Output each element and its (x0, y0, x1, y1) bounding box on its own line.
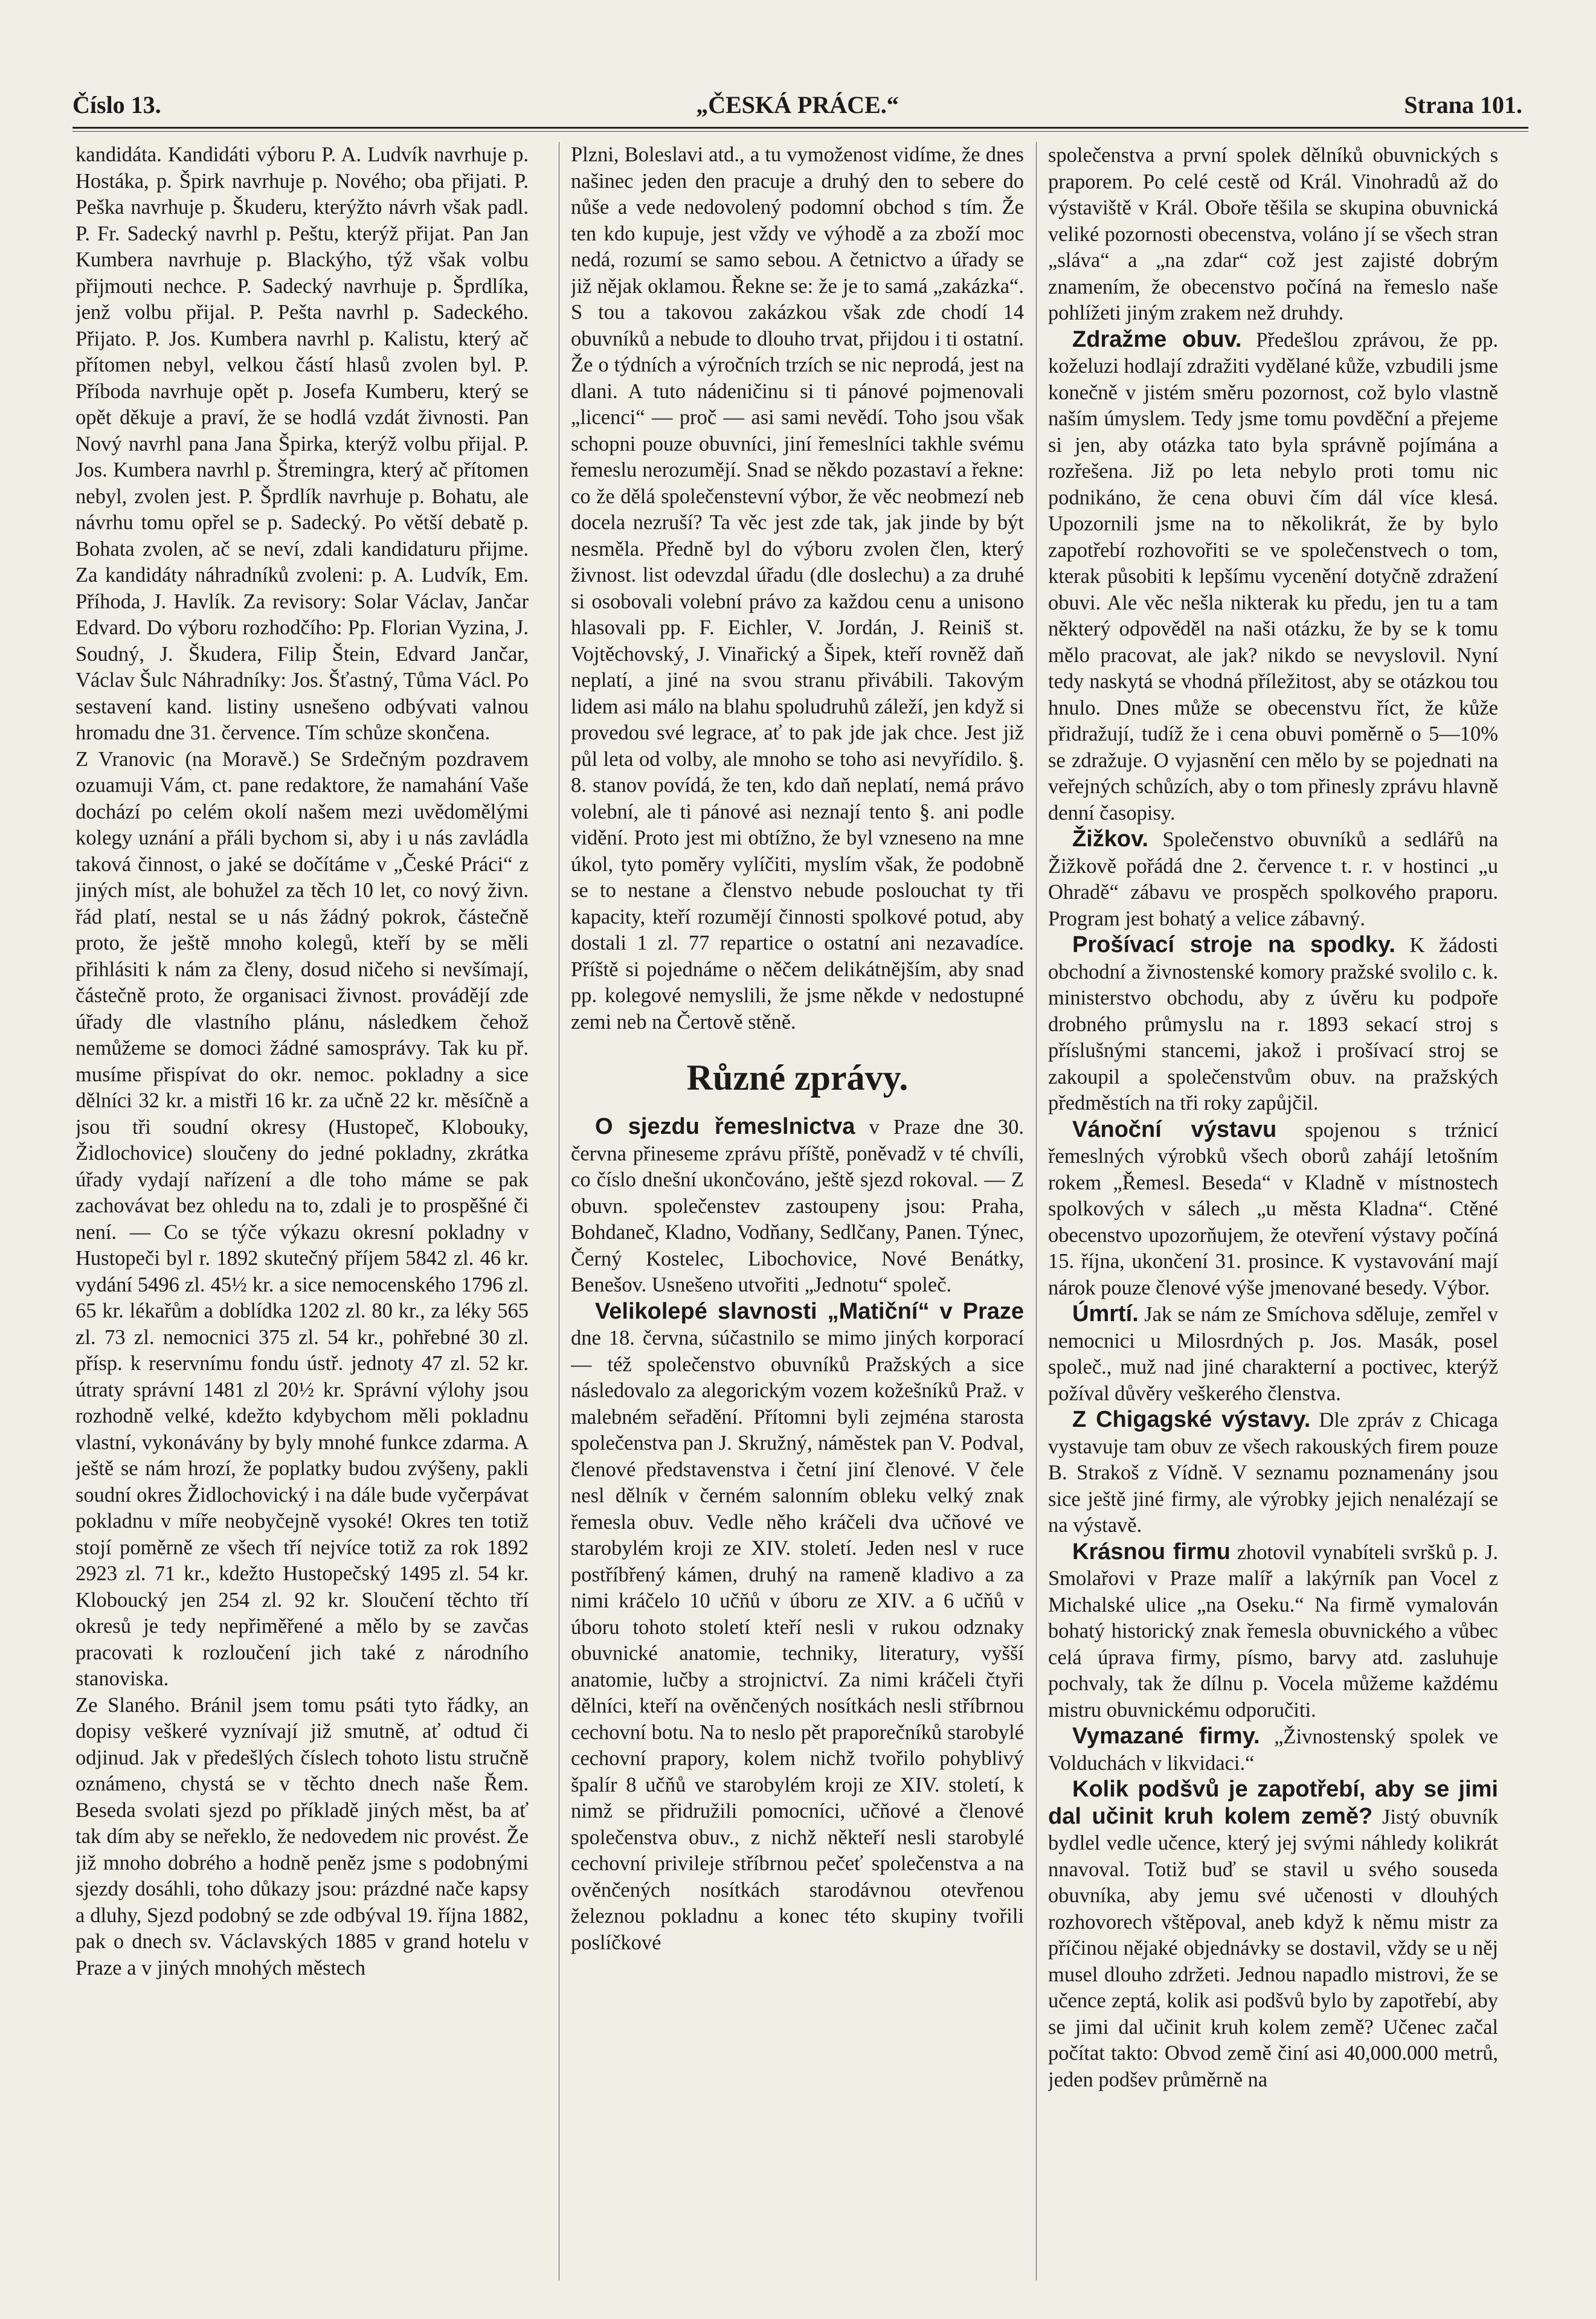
news-item-lead: Prošívací stroje na spodky. (1072, 932, 1395, 957)
news-item (1048, 932, 1498, 1117)
news-item-text: spojenou s trźnicí řemeslných výrobků všech oborů zahájí letošním rokem „Řemesl. Beseda“ v Kladně v místnostech spolkových v sálech „u města Kladna“. Ctěné obecenstvo upozorňujem, že otevření výstavy počíná 15. října, ukončení 31. prosince. K vystavování mají nárok pouze členové výše jmenované besedy. Výbor. (1048, 1118, 1498, 1299)
news-item (1048, 1539, 1498, 1724)
news-item-text: dne 18. června, súčastnilo se mimo jiných korporací — též společenstvo obuvníků Pražských a sice následovalo za alegorickým vozem kožešníků Praž. v malebném seřadění. Přítomni byli zejména starosta společenstva pan J. Skružný, náměstek pan V. Podval, členové představenstva i četní jiní členové. V čele nesl dělník v černém salonním obleku velký znak řemesla obuv. Vedle něho kráčeli dva učňové ve starobylém kroji ze XIV. století. Jeden nesl v ruce postříbřený kámen, druhý na rameně kladivo a za nimi kráčelo 10 učňů v úboru ze XIV. a 6 učňů v úboru tohoto století kteří nesli v rukou odznaky obuvnické anatomie, techniky, literatury, vyšší anatomie, lučby a strojnictví. Za nimi kráčeli čtyři dělníci, kteří na ověnčených nosítkách nesli stříbrnou cechovní botu. Na to neslo pět praporečníků starobylé cechovní prapory, kolem nichž tvořilo pohyblivý špalír 8 učňů ve starobylém kroji ze XIV. století, k nimž se přidružili pomocníci, učňové a členové společenstva obuv., z nichž někteří nesli starobylé cechovní privileje stříbrnou pečeť společenstva a na ověnčených nosítkách starodávnou otevřenou železnou pokladnu a konec této skupiny tvořili poslíčkové (571, 1327, 1024, 1954)
news-item (1048, 1723, 1498, 1777)
newspaper-title: „ČESKÁ PRÁCE.“ (696, 91, 899, 118)
news-item-text: Dle zpráv z Chicaga vystavuje tam obuv ze všech rakouských firem pouze B. Strakoš z Vídně. V seznamu poznamenány jsou sice ještě jiné firmy, ale výrobky jejich nenalézají se na výstavě. (1048, 1409, 1498, 1537)
news-item (1048, 142, 1498, 327)
news-item-lead: Vánoční výstavu (1072, 1116, 1277, 1142)
article-paragraph: Ze Slaného. Bránil jsem tomu psáti tyto řádky, an dopisy veškeré vyznívají již smutně, ať odtud či odjinud. Jak v předešlých číslech tohoto listu stručně oznámeno, chystá se v těchto dnech naše Řem. Beseda svolati sjezd po příkladě jiných měst, ba ať tak dím aby se neřeklo, že nedovedem nic provést. Že již mnoho dobrého a hodně peněz jsme s podobnými sjezdy dosáhli, toho důkazy jsou: prázdné nače kapsy a dluhy, Sjezd podobný se zde odbýval 19. října 1882, pak o dnech sv. Václavských 1885 v grand hotelu v Praze a v jiných mnohých městech (76, 1693, 529, 1980)
page-header (72, 85, 1522, 127)
news-item-text: zhotovil vynabíteli svršků p. J. Smolařovi v Praze malíř a lakýrník pan Vocel z Michalské ulice „na Oseku.“ Na firmě vymalován bohatý historický znak řemesla obuvnického a vůbec celá úprava firmy, písmo, barvy atd. zasluhuje pochvaly, tak že dílnu p. Vocela můžeme každému mistru obuvnickému odporučiti. (1048, 1540, 1498, 1722)
news-item (1048, 1117, 1498, 1302)
column-3 (1048, 142, 1498, 2292)
news-item-lead: Žižkov. (1072, 826, 1148, 852)
news-item (571, 1299, 1024, 1957)
news-item (1048, 327, 1498, 827)
news-item-lead: Velikolepé slavnosti „Matiční“ v Praze (595, 1298, 1024, 1324)
news-item-lead: Zdražme obuv. (1072, 326, 1242, 352)
article-paragraph: Plzni, Boleslavi atd., a tu vymoženost vidíme, že dnes našinec jeden den pracuje a druhý den to sebere do nůše a vede nedovolený podomní obchod s tím. Že ten kdo kupuje, jest vždy ve výhodě a za zboží moc nedá, rozumí se samo sebou. A četnictvo a úřady se již nějak oklamou. Řekne se: že je to samá „zakázka“. S tou a takovou zakázkou však zde chodí 14 obuvníků a nebude to dlouho trvat, přijdou i ti ostatní. Že o týdních a výročních trzích se nic neprodá, jest na dlani. A tuto nádeničinu si ti pánové pojmenovali „licenci“ — proč — asi sami nevědí. Toho jsou však schopni pouze obuvníci, jiní řemeslníci takhle svému řemeslu nerozumějí. Snad se někdo pozastaví a řekne: co že dělá společenstevní výbor, že věc neobmezí neb docela nezruší? Ta věc jest zde tak, jak jinde by být nesměla. Předně byl do výboru zvolen člen, který živnost. list odevzdal úřadu (dle doslechu) a za druhé si osobovali volební právo za každou cenu a unisono hlasovali pp. F. Eichler, V. Jordán, J. Reiniš st. Vojtěchovský, J. Vinařický a Šipek, kteří rovněž daň neplatí, a jiné na svou stranu přivábili. Takovým lidem asi málo na blahu spoludruhů záleží, jen když si provedou své legrace, ať to pak jde jak chce. Jest již půl leta od volby, ale mnoho se toho asi nevyřídilo. §. 8. stanov povídá, že ten, kdo daň neplatí, nemá právo volební, ale ti pánové asi neznají tento §. ani podle vidění. Proto jest mi obtížno, že byl vzneseno na mne úkol, tyto poměry vylíčiti, myslím však, že podobně se to nestane a členstvo nebude poslouchat ty tři kapacity, kteří rozumějí činnosti spolkové potud, aby dostali 1 zl. 77 repartice o ostatní ani nezavadíce. Příště si pojednáme o něčem delikátnějším, aby snad pp. kolegové nemyslili, že jsme někde v nedostupné zemi neb na Čertově stěně. (571, 143, 1024, 1034)
news-item-text: „Živnostenský spolek ve Volduchách v likvidaci.“ (1048, 1725, 1498, 1775)
news-item-lead: Vymazané firmy. (1072, 1723, 1260, 1749)
news-item-lead: Z Chigagské výstavy. (1072, 1407, 1311, 1432)
issue-number: Číslo 13. (72, 91, 161, 118)
news-item-text: Předešlou zprávou, že pp. koželuzi hodlají zdražiti vydělané kůže, vzbudili jsme konečně v jistém směru pozornost, což bylo vlastně naším úmyslem. Tedy jsme tomu povděční a přejeme si jen, aby otázka tato byla správně pojímána a rozřešena. Již po leta nebylo proti tomu nic podnikáno, že cena obuvi čím dál více klesá. Upozornili jsme na to několikrát, že by bylo zapotřebí rozhovořiti se ve společenstvech o tom, kterak působiti k lepšímu vycenění dotyčně zdražení obuvi. Ale věc nešla nikterak ku předu, jen tu a tam některý odpověděl na naši otázku, že by se k tomu mělo pracovat, ale jak? nikdo se nevyslovil. Nyní tedy naskytá se vhodná příležitost, aby se otázkou tou hnulo. Dnes může se obecenstvu říct, že kůže přidražují, tudíž že i cena obuvi poměrně o 5—10% se zdražuje. O vyjasnění cen mělo by se pojednati na veřejných schůzích, aby o tom přinesly zprávu hlavně denní časopisy. (1048, 328, 1498, 825)
news-item (1048, 826, 1498, 932)
news-item-text: Jak se nám ze Smíchova sděluje, zemřel v nemocnici u Milosrdných p. Jos. Masák, posel společ., muž nad jiné charakterní a poctivec, kterýž požíval důvěry veškerého členstva. (1048, 1303, 1498, 1405)
news-item (571, 1114, 1024, 1299)
news-item-lead: Úmrtí. (1072, 1301, 1139, 1327)
news-item (1048, 1407, 1498, 1539)
news-item (1048, 1301, 1498, 1407)
column-1 (76, 142, 529, 2292)
news-item-text: K žádosti obchodní a živnostenské komory pražské svolilo c. k. ministerstvo obchodu, aby z úvěru ku podpoře drobného průmyslu na r. 1893 sekací stroj s příslušnými stancemi, jakož i prošívací stroj se zakoupil a společenstvům obuv. na pražských předměstích na tři roky zapůjčil. (1048, 934, 1498, 1114)
news-item-text: Jistý obuvník bydlel vedle učence, který jej svými náhledy kolikrát nnavoval. Totiž buď se stavil u svého souseda obuvníka, aby jemu své učenosti v dlouhých rozhovorech vštěpoval, aneb když k němu mistr za příčinou nějaké objednávky se dostavil, vždy se u něj musel dlouho zdržeti. Jednou napadlo mistrovi, že se učence zeptá, kolik asi podšvů bylo by zapotřebí, aby se jimi dal učinit kruh kolem země? Učenec začal počítat takto: Obvod země činí asi 40,000.000 metrů, jeden podšev průměrně na (1048, 1805, 1498, 2091)
header-rule (72, 127, 1528, 129)
page-number: Strana 101. (1404, 91, 1522, 118)
news-item-text: Společenstvo obuvníků a sedlářů na Žižkově pořádá dne 2. července t. r. v hostinci „u Ohradě“ zábavu ve prospěch spolkového praporu. Program jest bohatý a velice zábavný. (1048, 828, 1498, 930)
news-item-lead: O sjezdu řemeslnictva (595, 1114, 855, 1139)
news-item-lead: Kolik podšvů je zapotřebí, aby se jimi dal učinit kruh kolem země? (1048, 1777, 1498, 1829)
column-2 (571, 142, 1024, 2292)
section-title: Různé zprávy. (686, 1058, 909, 1098)
news-item-lead: Krásnou firmu (1072, 1539, 1231, 1565)
news-item (1048, 1777, 1498, 2093)
column-divider-2 (1036, 142, 1037, 2280)
news-item-text: společenstva a první spolek dělníků obuvnických s praporem. Po celé cestě od Král. Vinohradů až do výstaviště v Král. Oboře těšila se skupina obuvnická veliké pozornosti obecenstva, voláno jí se všech stran „sláva“ a „na zdar“ což jest zajisté dobrým znamením, že obecenstvo počíná na řemeslo naše pohlížeti jiným zrakem než druhdy. (1048, 144, 1498, 324)
article-paragraph: kandidáta. Kandidáti výboru P. A. Ludvík navrhuje p. Hostáka, p. Špirk navrhuje p. Nového; oba přijati. P. Peška navrhuje p. Škuderu, kterýžto návrh však padl. P. Fr. Sadecký navrhl p. Peštu, kterýž přijat. Pan Jan Kumbera navrhuje p. Blackýho, týž však volbu přijmouti nechce. P. Sadecký navrhuje p. Šprdlíka, jenž volbu přijal. P. Pešta navrhl p. Sadeckého. Přijato. P. Jos. Kumbera navrhl p. Kalistu, který ač přítomen nebyl, velkou částí hlasů zvolen byl. P. Příboda navrhuje opět p. Josefa Kumberu, který se opět děkuje a praví, že se hodlá vzdát živnosti. Pan Nový navrhl pana Jana Špirka, kterýž volbu přijal. P. Jos. Kumbera navrhl p. Štremingra, který ač přítomen nebyl, zvolen jest. P. Šprdlík navrhuje p. Bohatu, ale návrhu tomu opřel se p. Sadecký. Po větší debatě p. Bohata zvolen, ač se neví, zdali kandidaturu přijme. Za kandidáty náhradníků zvoleni: p. A. Ludvík, Em. Příhoda, J. Havlík. Za revisory: Solar Václav, Jančar Edvard. Do výboru rozhodčího: Pp. Florian Vyzina, J. Soudný, J. Škudera, Filip Štein, Edvard Jančar, Václav Šulc Náhradníky: Jos. Šťastný, Tůma Václ. Po sestavení kand. listiny usnešeno odbývati valnou hromadu dne 31. července. Tím schůze skončena. (76, 143, 529, 744)
header-rule-thin (72, 131, 1528, 132)
article-paragraph: Z Vranovic (na Moravě.) Se Srdečným pozdravem ozuamuji Vám, ct. pane redaktore, že namahání Vaše dochází po celém okolí našem mezi uvědomělými kolegy uznání a přáli bychom si, aby i u nás zavládla taková činnost, o jaké se dočítáme v „České Práci“ z jiných míst, ale bohužel za těch 10 let, co nový živn. řád platí, nestal se u nás žádný pokrok, částečně proto, že ještě mnoho kolegů, kteří by se měli přihlásiti k nám za členy, dosud ničeho si nevšímají, částečně proto, že organisaci živnost. provádějí zde úřady dle vlastního plánu, následkem čehož nemůžeme se domoci žádné samosprávy. Tak ku př. musíme přispívat do okr. nemoc. pokladny a sice dělníci 32 kr. a mistři 16 kr. za učně 22 kr. měsíčně a jsou tři soudní okresy (Hustopeč, Klobouky, Židlochovice) sloučeny do jedné pokladny, zkrátka úřady vydají nařízení a dle toho máme se pak zachovávat bez ohledu na to, zdali je to prospěšné či není. — Co se týče výkazu okresní pokladny v Hustopeči byl r. 1892 skutečný příjem 5842 zl. 46 kr. vydání 5496 zl. 45½ kr. a sice nemocenského 1796 zl. 65 kr. lékařům a doblídka 1202 zl. 80 kr., za léky 565 zl. 73 zl. nemocnici 375 zl. 54 kr., pohřebné 30 zl. přísp. k reservnímu fondu ústř. jednoty 47 zl. 52 kr. útraty správní 1481 zl 20½ kr. Správní výlohy jsou rozhodně velké, kdežto kdybychom měli pokladnu vlastní, vykonávány by byly mnohé funkce zdarma. A ještě se nám hrozí, že poplatky budou zvýšeny, pakli soudní okres Židlochovický i na dále bude vyčerpávat pokladnu v míře neobyčejně vysoké! Okres ten totiž stojí poměrně ze všech tří nejvíce totiž za rok 1892 2923 zl. 71 kr., kdežto Hustopečský 1495 zl. 54 kr. Kloboucký jen 254 zl. 92 kr. Sloučení těchto tří okresů je tedy nepřiměřené a mělo by se zavčas pracovati k rozloučení jich také z národního stanoviska. (76, 747, 529, 1690)
news-item-text: v Praze dne 30. června přineseme zprávu příště, poněvadž v té chvíli, co číslo dnešní ukončováno, ještě sjezd rokoval. — Z obuvn. společenstev zastoupeny jsou: Praha, Bohdaneč, Kladno, Vodňany, Sedlčany, Panen. Týnec, Černý Kostelec, Libochovice, Nové Benátky, Benešov. Usnešeno utvořiti „Jednotu“ společ. (571, 1116, 1024, 1296)
